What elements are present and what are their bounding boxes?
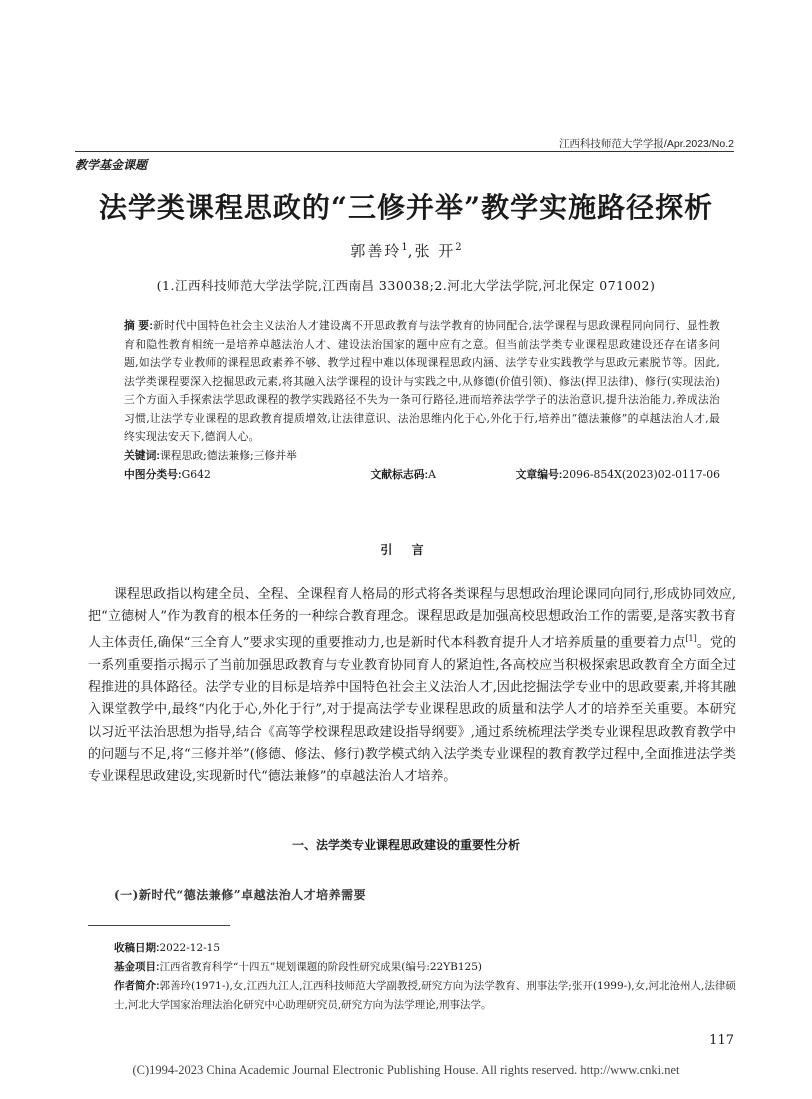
journal-header: 江西科技师范大学学报/Apr.2023/No.2 (558, 138, 734, 150)
footnotes (114, 939, 736, 1015)
fund-label: 基金项目: (114, 961, 160, 973)
keywords-label: 关键词: (124, 450, 160, 462)
classification-row (124, 467, 720, 482)
clc-label: 中图分类号: (124, 469, 182, 481)
author-label: 作者简介: (114, 980, 160, 992)
copyright-line: (C)1994-2023 China Academic Journal Electronic Publishing House. All rights reserved. http://www.cnki.net (132, 1063, 680, 1077)
keywords-text: 课程思政;德法兼修;三修并举 (160, 449, 297, 462)
abstract-text: 新时代中国特色社会主义法治人才建设离不开思政教育与法学教育的协同配合,法学课程与思政课程同向同行、显性教育和隐性教育相统一是培养卓越法治人才、建设法治国家的题中应有之意。但当前法学类专业课程思政建设还存在诸多问题,如法学专业教师的课程思政素养不够、教学过程中难以体现课程思政内涵、法学专业实践教学与思政元素脱节等。因此,法学类课程要深入挖掘思政元素,将其融入法学课程的设计与实践之中,从修德(价值引领)、修法(捍卫法律)、修行(实现法治)三个方面入手探索法学思政课程的教学实践路径不失为一条可行路径,进而培养法学学子的法治意识,提升法治能力,养成法治习惯,让法学专业课程的思政教育提质增效,让法律意识、法治思维内化于心,外化于行,培养出“德法兼修”的卓越法治人才,最终实现法安天下,德润人心。 (124, 319, 721, 443)
subsection-heading: (一)新时代“德法兼修”卓越法治人才培养需要 (114, 888, 367, 902)
abstract-label: 摘 要: (124, 320, 154, 332)
intro-heading: 引 言 (380, 543, 432, 557)
author-name: 郭善玲 (350, 242, 402, 260)
fund-value: 江西省教育科学“十四五”规划课题的阶段性研究成果(编号:22YB125) (159, 961, 483, 973)
article-value: 2096-854X(2023)02-0117-06 (562, 468, 720, 481)
header-divider (75, 151, 734, 152)
clc-number (124, 467, 211, 482)
author-affil-mark: 2 (455, 242, 462, 253)
clc-value: G642 (181, 468, 211, 481)
keywords (124, 448, 720, 463)
author-name: 张 开 (414, 242, 456, 260)
footnote-received (114, 939, 736, 958)
article-number (516, 467, 720, 482)
author-value: 郭善玲(1971-),女,江西九江人,江西科技师范大学副教授,研究方向为法学教育、刑事法学;张开(1999-),女,河北沧州人,法律硕士,河北大学国家治理法治化研究中心助理研究员,研究方向为法学理论,刑事法学。 (114, 980, 736, 1011)
citation-mark: [1] (685, 634, 697, 644)
doc-code (371, 467, 436, 482)
article-label: 文章编号: (515, 469, 563, 481)
doc-label: 文献标志码: (370, 469, 429, 481)
section-heading: 一、法学类专业课程思政建设的重要性分析 (291, 838, 520, 852)
author-affil-mark: 1 (401, 242, 408, 253)
abstract (124, 317, 720, 447)
page-number: 117 (709, 1033, 734, 1048)
doc-value: A (428, 468, 436, 481)
author-separator: , (407, 242, 415, 260)
footnote-fund (114, 958, 736, 977)
footnote-author (114, 977, 736, 1015)
column-label: 教学基金课题 (75, 158, 148, 172)
intro-text-2: 。党的一系列重要指示揭示了当前加强思政教育与专业教育协同育人的紧迫性,各高校应当积极探索思政教育全方面全过程推进的具体路径。法学专业的目标是培养中国特色社会主义法治人才,因此挖掘法学专业中的思政要素,并将其融入课堂教学中,最终“内化于心,外化于行”,对于提高法学专业课程思政的质量和法学人才的培养至关重要。本研究以习近平法治思想为指导,结合《高等学校课程思政建设指导纲要》,通过系统梳理法学类专业课程思政教育教学中的问题与不足,将“三修并举”(修德、修法、修行)教学模式纳入法学类专业课程的教育教学过程中,全面推进法学类专业课程思政建设,实现新时代“德法兼修”的卓越法治人才培养。 (88, 635, 736, 784)
footnote-divider (88, 925, 230, 926)
intro-text-1: 课程思政指以构建全员、全程、全课程育人格局的形式将各类课程与思想政治理论课同向同行,形成协同效应,把“立德树人”作为教育的根本任务的一种综合教育理念。课程思政是加强高校思想政治工作的需要,是落实教书育人主体责任,确保“三全育人”要求实现的重要推动力,也是新时代本科教育提升人才培养质量的重要着力点 (88, 587, 736, 651)
received-label: 收稿日期: (114, 942, 160, 954)
received-value: 2022-12-15 (159, 942, 221, 954)
article-title: 法学类课程思政的“三修并举”教学实施路径探析 (98, 191, 714, 224)
intro-paragraph (88, 584, 736, 788)
author-line (0, 240, 812, 261)
affiliation: (1.江西科技师范大学法学院,江西南昌 330038;2.河北大学法学院,河北保定 071002) (156, 278, 656, 293)
